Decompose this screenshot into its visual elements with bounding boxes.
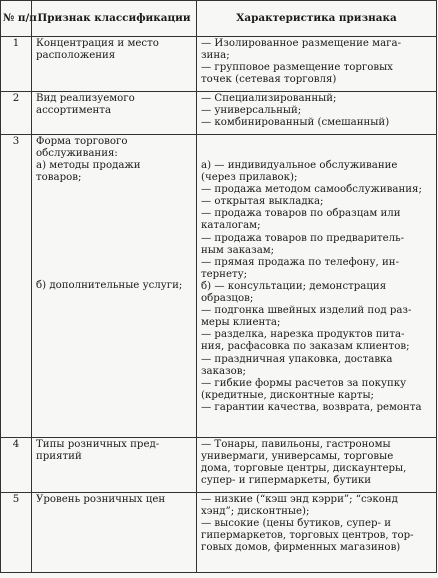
row-5-description-line: — низкие (“кэш энд кэрри”; “сэконд <box>201 494 398 505</box>
row-2-description-line: — универсальный; <box>201 105 302 117</box>
spacer <box>36 196 193 208</box>
row-5-feature-line: Уровень розничных цен <box>36 494 166 505</box>
row-2-feature-line: Вид реализуемого <box>36 93 135 104</box>
row-2-num: 2 <box>1 92 32 135</box>
row-3-feature-line: Форма торгового <box>36 136 128 147</box>
row-3-description-line: б) — консультации; демонстрация <box>201 280 387 292</box>
row-3-description-line: ния, расфасовка по заказам клиентов; <box>201 341 410 353</box>
spacer <box>201 136 433 148</box>
spacer <box>201 148 433 160</box>
header-feature: Признак классификации <box>32 1 197 37</box>
row-3-feature <box>32 135 197 438</box>
row-3-description-line: (кредитные, дисконтные карты; <box>201 389 374 401</box>
row-3-description-line: образцов; <box>201 293 254 305</box>
row-4-description-line: универмаги, универсамы, торговые <box>201 451 394 463</box>
spacer <box>36 208 193 220</box>
row-5-feature <box>32 493 197 573</box>
row-3-feature-line: б) дополнительные услуги; <box>36 280 183 292</box>
table-row-1 <box>1 37 437 92</box>
row-4-description-line: дома, торговые центры, дискаунтеры, <box>201 463 407 475</box>
row-3-description-line: (через прилавок); <box>201 172 298 184</box>
row-3-description-line: ным заказам; <box>201 244 275 256</box>
row-1-num: 1 <box>1 37 32 92</box>
table-header-row <box>1 1 437 37</box>
row-5-description <box>197 493 437 573</box>
row-3-feature-line: обслуживания: <box>36 148 118 160</box>
row-3-description-line: — открытая выкладка; <box>201 196 324 208</box>
spacer <box>36 232 193 244</box>
row-3-description-line: — гибкие формы расчетов за покупку <box>201 377 407 389</box>
row-2-description-line: — Специализированный; <box>201 93 337 104</box>
row-1-description-line: — Изолированное размещение мага- <box>201 38 402 49</box>
row-3-description-line: — продажа методом самообслуживания; <box>201 184 422 196</box>
row-5-description-line: гипермаркетов, торговых центров, тор- <box>201 530 414 542</box>
row-4-feature <box>32 438 197 493</box>
header-description: Характеристика признака <box>197 1 437 37</box>
row-2-feature-line: ассортимента <box>36 105 112 117</box>
table-row-3 <box>1 135 437 438</box>
spacer <box>36 268 193 280</box>
row-4-description-line: — Тонары, павильоны, гастрономы <box>201 439 391 450</box>
spacer <box>36 256 193 268</box>
row-3-description-line: — продажа товаров по предваритель- <box>201 232 405 244</box>
row-3-description-line: — подгонка швейных изделий под раз- <box>201 305 412 317</box>
row-3-description-line: меры клиента; <box>201 317 281 329</box>
row-1-feature-line: Концентрация и место <box>36 38 159 49</box>
spacer <box>36 184 193 196</box>
row-2-description <box>197 92 437 135</box>
row-3-description-line: тернету; <box>201 268 248 280</box>
header-num-line-1: № п/п <box>3 12 37 25</box>
row-3-description-line: — прямая продажа по телефону, ин- <box>201 256 400 268</box>
table-row-2 <box>1 92 437 135</box>
header-num <box>1 1 37 37</box>
row-5-num: 5 <box>1 493 32 573</box>
row-3-description-line: а) — индивидуальное обслуживание <box>201 160 398 171</box>
row-2-feature <box>32 92 197 135</box>
row-1-description-line: точек (сетевая торговля) <box>201 74 337 86</box>
row-1-feature <box>32 37 197 92</box>
row-3-description-line: — разделка, нарезка продуктов пита- <box>201 329 405 341</box>
spacer <box>36 244 193 256</box>
row-4-description <box>197 438 437 493</box>
row-1-feature-line: расположения <box>36 50 116 62</box>
row-3-feature-line: товаров; <box>36 172 82 184</box>
table-row-4 <box>1 438 437 493</box>
row-4-description-line: супер- и гипермаркеты, бутики <box>201 475 372 487</box>
row-5-description-line: говых домов, фирменных магазинов) <box>201 542 401 554</box>
row-3-description <box>197 135 437 438</box>
row-3-description-line: — праздничная упаковка, доставка <box>201 353 393 365</box>
row-4-feature-line: Типы розничных пред- <box>36 439 160 450</box>
row-5-description-line: хэнд”; дисконтные); <box>201 506 310 518</box>
row-1-description <box>197 37 437 92</box>
row-2-description-line: — комбинированный (смешанный) <box>201 117 390 129</box>
row-3-description-line: — гарантии качества, возврата, ремонта <box>201 401 422 413</box>
row-5-description-line: — высокие (цены бутиков, супер- и <box>201 518 392 530</box>
row-3-description-line: — продажа товаров по образцам или <box>201 208 401 220</box>
row-3-num: 3 <box>1 135 32 438</box>
row-3-description-line: заказов; <box>201 365 246 377</box>
row-1-description-line: зина; <box>201 50 230 62</box>
row-1-description-line: — групповое размещение торговых <box>201 62 393 74</box>
row-4-num: 4 <box>1 438 32 493</box>
row-3-description-line: каталогам; <box>201 220 261 232</box>
row-4-feature-line: приятий <box>36 451 82 463</box>
row-3-feature-line: а) методы продажи <box>36 160 141 172</box>
table-row-5 <box>1 493 437 573</box>
spacer <box>36 220 193 232</box>
